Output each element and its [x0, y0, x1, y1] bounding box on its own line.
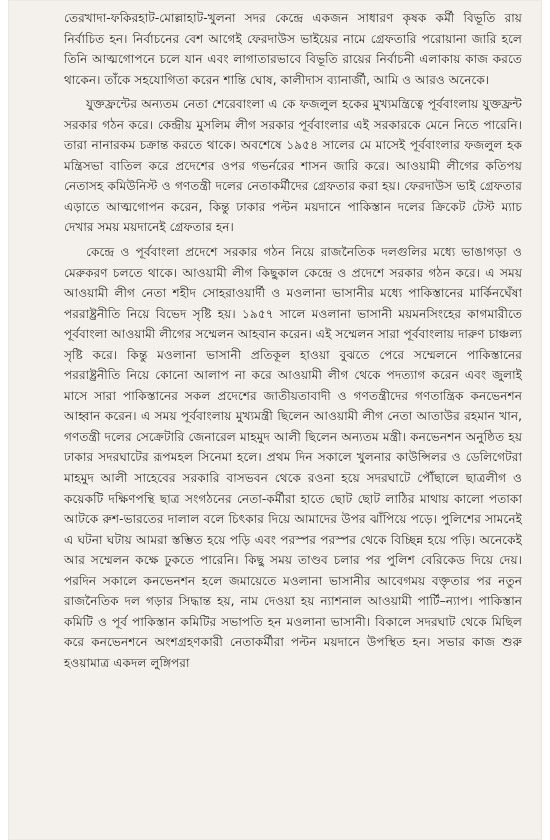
page-body-text	[64, 8, 522, 678]
paragraph-vibhuti-roy-election: তেরখাদা-ফকিরহাট-মোল্লাহাট-খুলনা সদর কেন্দ্রে একজন সাধারণ কৃষক কর্মী বিভূতি রায় নির্বাচিত হন। নির্বাচনের বেশ আগেই ফেরদাউস ভাইয়ের নামে গ্রেফতারি পরোয়ানা জারি হলে তিনি আত্মগোপনে চলে যান এবং লাগাতারভাবে বিভূতি রায়ের নির্বাচনী এলাকায় কাজ করতে থাকেন। তাঁকে সহযোগিতা করেন শান্তি ঘোষ, কালীদাস ব্যানার্জী, আমি ও আরও অনেকে।	[64, 11, 522, 87]
book-page	[8, 0, 542, 840]
paragraph-kagmari-convention: কেন্দ্রে ও পূর্ববাংলা প্রদেশে সরকার গঠন নিয়ে রাজনৈতিক দলগুলির মধ্যে ভাঙাগড়া ও মেরুকরণ চলতে থাকে। আওয়ামী লীগ কিছুকাল কেন্দ্রে ও প্রদেশে সরকার গঠন করে। এ সময় আওয়ামী লীগ নেতা শহীদ সোহরাওয়ার্দী ও মওলানা ভাসানীর মধ্যে পাকিস্তানের মার্কিনঘেঁষা পররাষ্ট্রনীতি নিয়ে বিভেদ সৃষ্টি হয়। ১৯৫৭ সালে মওলানা ভাসানী ময়মনসিংহের কাগমারীতে পূর্ববাংলা আওয়ামী লীগের সম্মেলন আহবান করেন। এই সম্মেলন সারা পূর্ববাংলায় দারুণ চাঞ্চল্য সৃষ্টি করে। কিন্তু মওলানা ভাসানী প্রতিকূল হাওয়া বুঝতে পেরে সম্মেলনে পাকিস্তানের পররাষ্ট্রনীতি নিয়ে কোনো আলাপ না করে আওয়ামী লীগ থেকে পদত্যাগ করেন এবং জুলাই মাসে সারা পাকিস্তানের সকল প্রদেশের জাতীয়তাবাদী ও গণতন্ত্রীদের গণতান্ত্রিক কনভেনশন আহ্বান করেন। এ সময় পূর্ববাংলায় মুখ্যমন্ত্রী ছিলেন আওয়ামী লীগ নেতা আতাউর রহমান খান, গণতন্ত্রী দলের সেক্রেটারি জেনারেল মাহমুদ আলী ছিলেন অন্যতম মন্ত্রী। কনভেনশন অনুষ্ঠিত হয় ঢাকার সদরঘাটের রূপমহল সিনেমা হলে। প্রথম দিন সকালে খুলনার কাউন্সিলর ও ডেলিগেটরা মাহমুদ আলী সাহেবের সরকারি বাসভবন থেকে রওনা হয়ে সদরঘাটে পৌঁছালে ছাত্রলীগ ও কয়েকটি দক্ষিণপন্থি ছাত্র সংগঠনের নেতা-কর্মীরা হাতে ছোট ছোট লাঠির মাথায় কালো পতাকা আটকে রুশ-ভারতের দালাল বলে চিৎকার দিয়ে আমাদের উপর ঝাঁপিয়ে পড়ে। পুলিশের সামনেই এ ঘটনা ঘটায় আমরা স্তম্ভিত হয়ে পড়ি এবং পরস্পর পরস্পর থেকে বিচ্ছিন্ন হয়ে পড়ি। অনেকেই আর সম্মেলন কক্ষে ঢুকতে পারেনি। কিছু সময় তাণ্ডব চলার পর পুলিশ বেরিকেড দিয়ে দেয়। পরদিন সকালে কনভেনশন হলে জমায়েতে মওলানা ভাসানীর আবেগময় বক্তৃতার পর নতুন রাজনৈতিক দল গড়ার সিদ্ধান্ত হয়, নাম দেওয়া হয় ন্যাশনাল আওয়ামী পার্টি–ন্যাপ। পাকিস্তান কমিটি ও পূর্ব পাকিস্তান কমিটির সভাপতি হন মওলানা ভাসানী। বিকালে সদরঘাট থেকে মিছিল করে কনভেনশনে অংশগ্রহণকারী নেতাকর্মীরা পল্টন ময়দানে উপস্থিত হন। সভার কাজ শুরু হওয়ামাত্র একদল লুঙ্গিপরা	[64, 245, 523, 670]
paragraph-united-front-government: যুক্তফ্রন্টের অন্যতম নেতা শেরেবাংলা এ কে ফজলুল হকের মুখ্যমন্ত্রিত্বে পূর্ববাংলায় যুক্তফ্রন্ট সরকার গঠন করে। কেন্দ্রীয় মুসলিম লীগ সরকার পূর্ববাংলার এই সরকারকে মেনে নিতে পারেনি। তারা নানারকম চক্রান্ত করতে থাকে। অবশেষে ১৯৫৪ সালের মে মাসেই পূর্ববাংলার ফজলুল হক মন্ত্রিসভা বাতিল করে প্রদেশের ওপর গভর্নরের শাসন জারি করে। আওয়ামী লীগের কতিপয় নেতাসহ কমিউনিস্ট ও গণতন্ত্রী দলের নেতাকর্মীদের গ্রেফতার করা হয়। ফেরদাউস ভাই গ্রেফতার এড়াতে আত্মগোপন করেন, কিন্তু ঢাকার পল্টন ময়দানে পাকিস্তান দলের ক্রিকেট টেস্ট ম্যাচ দেখার সময় ময়দানেই গ্রেফতার হন।	[64, 97, 522, 235]
